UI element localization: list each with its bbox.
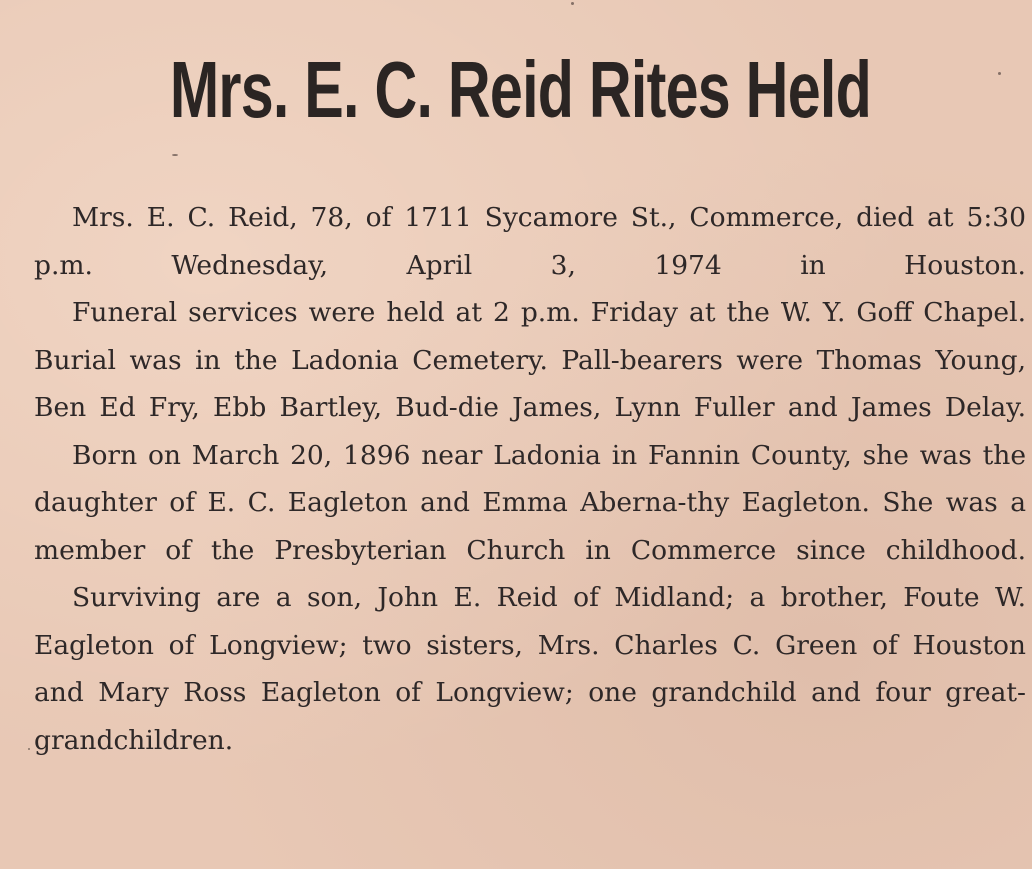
paper-speck [571,2,574,5]
paragraph-death-notice: Mrs. E. C. Reid, 78, of 1711 Sycamore St., Commerce, died at 5:30 p.m. Wednesday, April 3, 1974 in Houston. [34,202,1026,281]
paper-speck [28,748,30,750]
headline: Mrs. E. C. Reid Rites Held [169,45,872,134]
paragraph-survivors: Surviving are a son, John E. Reid of Midland; a brother, Foute W. Eagleton of Longview; two sisters, Mrs. Charles C. Green of Houston and Mary Ross Eagleton of Longview; one grandchild and four great-grandchildren. [34,582,1026,756]
article-body [34,194,1026,764]
paper-speck [998,72,1001,75]
paragraph-funeral-services: Funeral services were held at 2 p.m. Friday at the W. Y. Goff Chapel. Burial was in the Ladonia Cemetery. Pall-bearers were Thomas Young, Ben Ed Fry, Ebb Bartley, Bud-die James, Lynn Fuller and James Delay. [34,297,1026,423]
paragraph-biography: Born on March 20, 1896 near Ladonia in Fannin County, she was the daughter of E. C. Eagleton and Emma Aberna-thy Eagleton. She was a member of the Presbyterian Church in Commerce since childhood. [34,439,1026,566]
paper-speck [172,154,178,156]
